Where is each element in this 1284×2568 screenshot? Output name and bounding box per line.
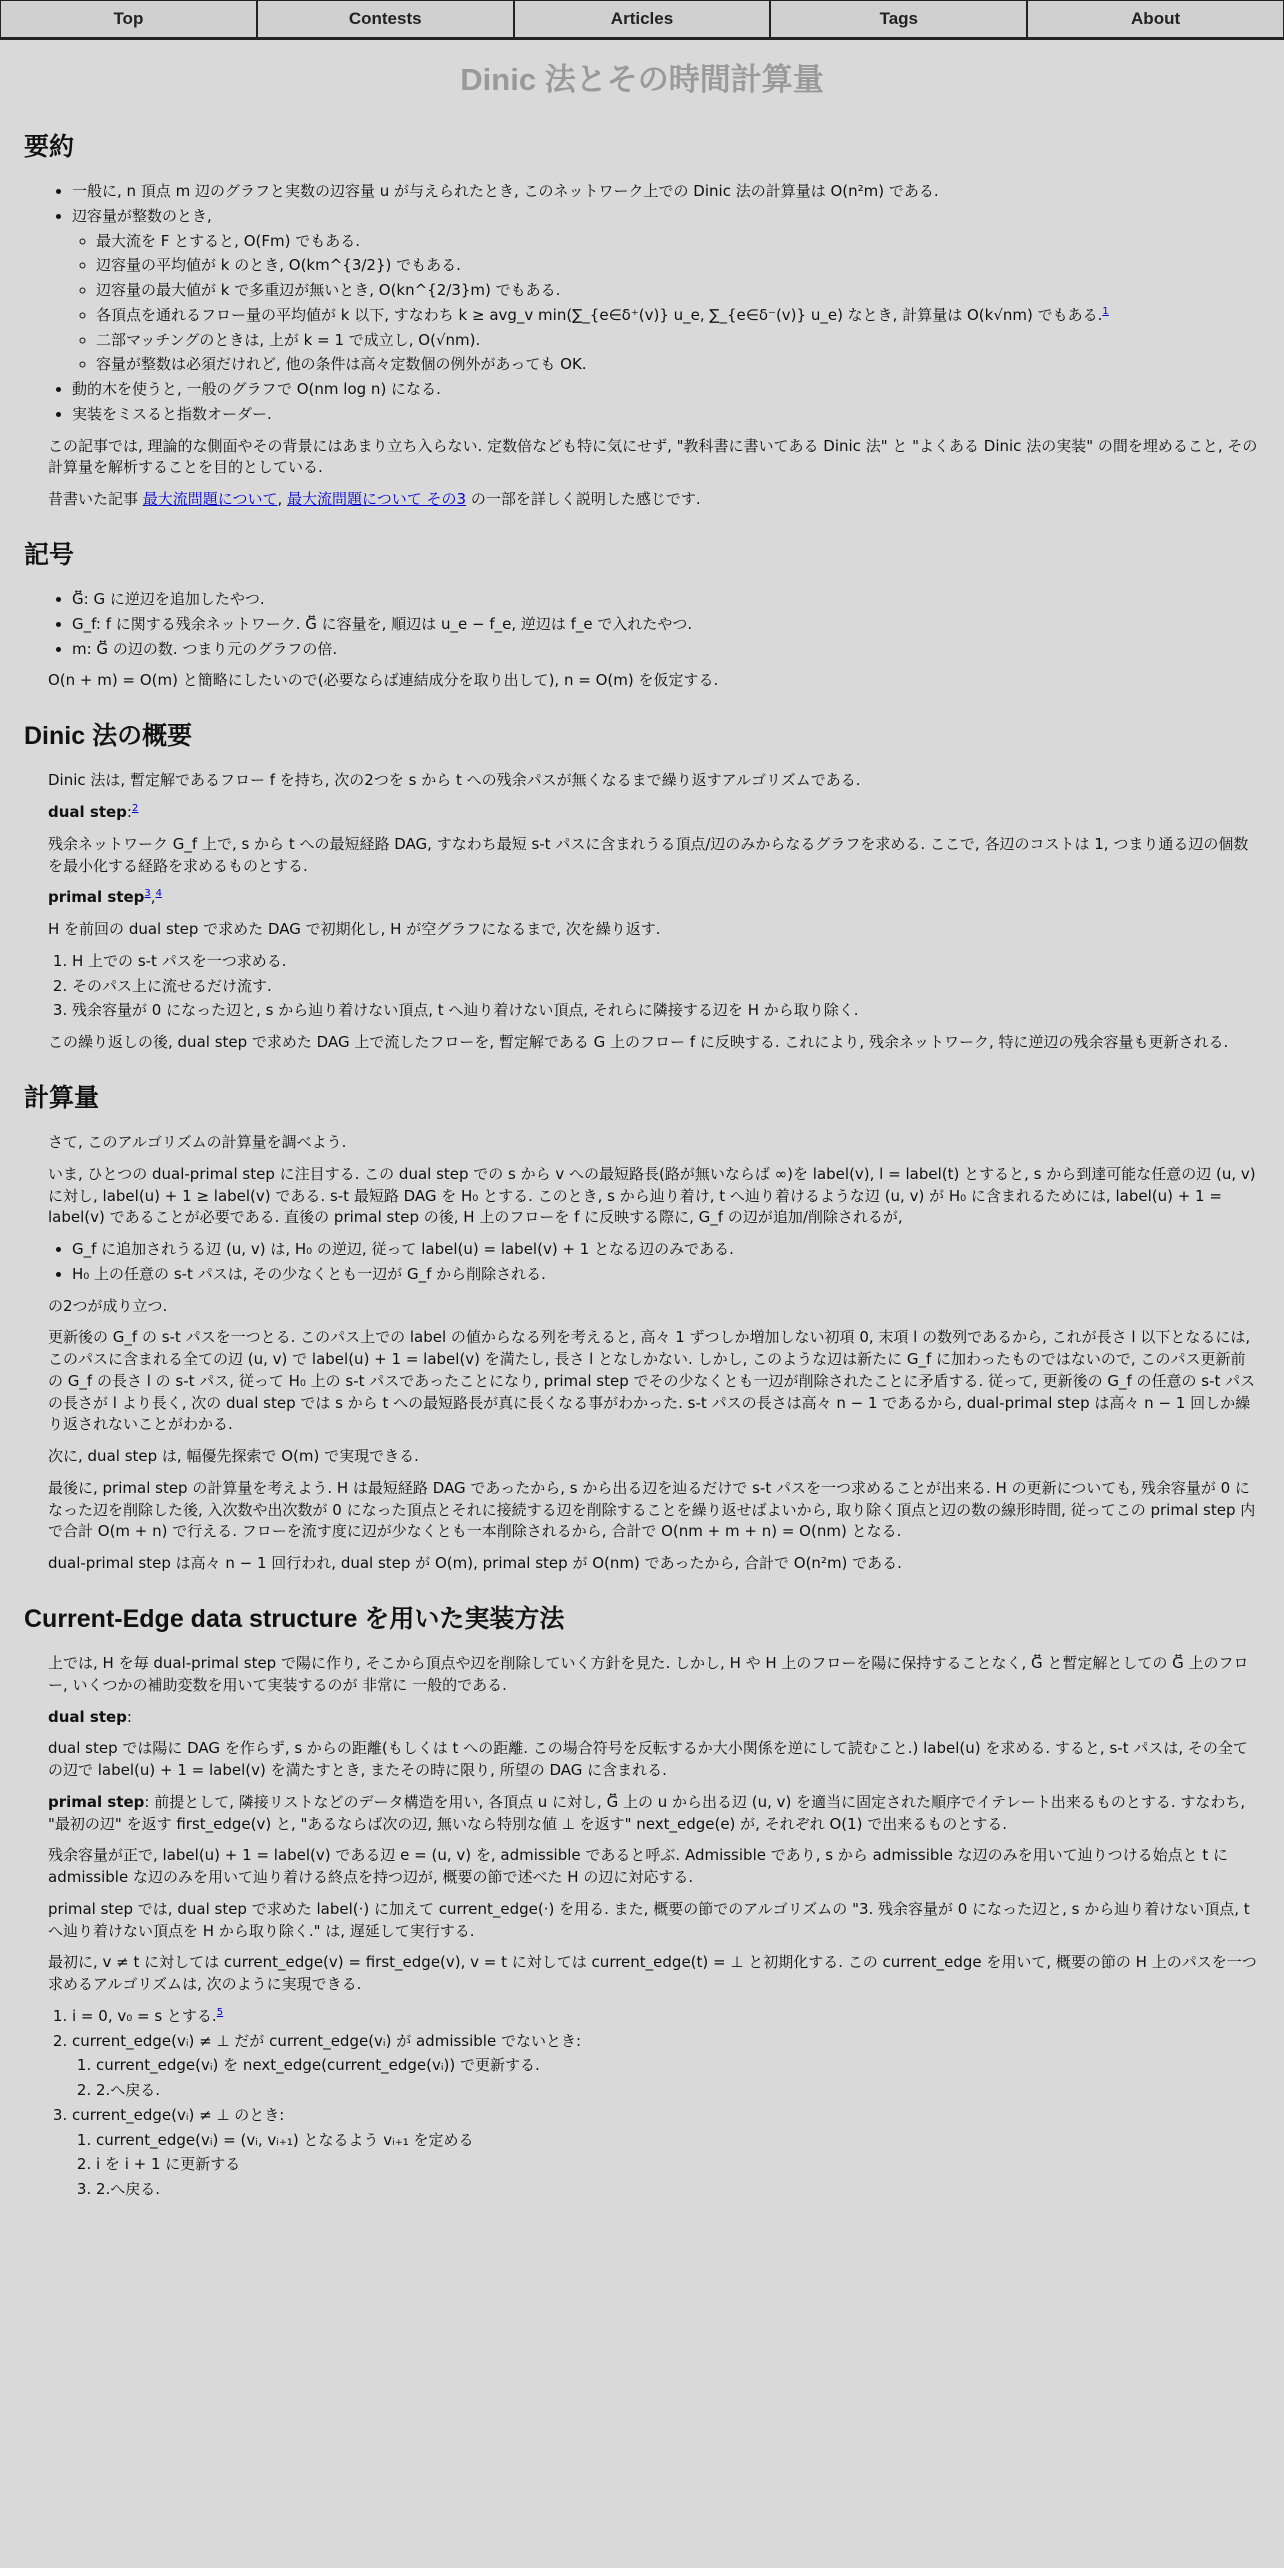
nav-tags[interactable]: Tags bbox=[770, 0, 1027, 38]
dual-step-label: dual step:$^2$ bbox=[48, 803, 139, 822]
complexity-heading: 計算量 bbox=[24, 1083, 100, 1112]
primal-steps-list bbox=[48, 951, 1260, 1022]
complexity-paragraph: いま, ひとつの dual-primal step に注目する. この dual step での s から v への最短路長(路が無いならば ∞)を label(v), l = label(t) とすると, s から到達可能な任意の辺 (u, v) に対し, label(u) + 1 ≥ label(v) である. s-t 最短路 DAG を H₀ とする. このとき, s から辿り着け, t へ辿り着けるような辺 (u, v) が H₀ に含まれるためには, label(u) + 1 = label(v) であることが必要である. 直後の primal step の後, H 上のフローを f に反映する際に, G_f の辺が追加/削除されるが, bbox=[48, 1164, 1256, 1227]
summary-subitem: ◦ 容量が整数は必須だけれど, 他の条件は高々定数個の例外があっても OK. bbox=[96, 354, 1260, 376]
summary-sublist bbox=[72, 231, 1260, 377]
algo-subitem: 2. 2.へ戻る. bbox=[96, 2080, 1260, 2102]
complexity-paragraph: の2つが成り立つ. bbox=[48, 1296, 168, 1315]
ce-primal-text: primal step: 前提として, 隣接リストなどのデータ構造を用い, 各頂点 u に対し, G⃡ 上の u から出る辺 (u, v) を適当に固定された順序でイテレート出来るものとする. すなわち, "最初の辺" を返す first_edge(v) と, "あるならば次の辺, 無いなら特別な値 ⊥ を返す" next_edge(e) が, それぞれ O(1) で出来るものとする. bbox=[48, 1792, 1246, 1833]
summary-subitem: ◦ 最大流を F とすると, O(Fm) でもある. bbox=[96, 231, 1260, 253]
overview-intro: Dinic 法は, 暫定解であるフロー f を持ち, 次の2つを s から t への残余パスが無くなるまで繰り返すアルゴリズムである. bbox=[48, 771, 861, 790]
algo-subitem: 3. 2.へ戻る. bbox=[96, 2179, 1260, 2201]
notation-item: • G_f: f に関する残余ネットワーク. G⃡ に容量を, 順辺は u_e − f_e, 逆辺は f_e で入れたやつ. bbox=[72, 614, 1260, 636]
algo-sublist bbox=[72, 2055, 1260, 2102]
current-edge-paragraph: 上では, H を毎 dual-primal step で陽に作り, そこから頂点や辺を削除していく方針を見た. しかし, H や H 上のフローを陽に保持することなく, G⃡ と暫定解としての G⃡ 上のフロー, いくつかの補助変数を用いて実装するのが 非常に 一般的である. bbox=[48, 1654, 1249, 1694]
primal-step-label: primal step$^3$,$^4$ bbox=[48, 888, 162, 907]
primal-step-item: 3. 残余容量が 0 になった辺と, s から辿り着けない頂点, t へ辿り着けない頂点, それらに隣接する辺を H から取り除く. bbox=[72, 1000, 1260, 1022]
complexity-paragraph: さて, このアルゴリズムの計算量を調べよう. bbox=[48, 1133, 347, 1152]
algo-item: 2. current_edge(vᵢ) ≠ ⊥ だが current_edge(vᵢ) が admissible でないとき: 1. current_edge(vᵢ) を next_edge(current_edge(vᵢ)) で更新する. 2. 2.へ戻る. bbox=[72, 2031, 1260, 2102]
algo-list bbox=[48, 2006, 1260, 2201]
summary-subitem: ◦ 二部マッチングのときは, 上が k = 1 で成立し, O(√nm). bbox=[96, 330, 1260, 352]
footnote-link[interactable]: 5 bbox=[216, 2006, 224, 2018]
dual-step-text: 残余ネットワーク G_f 上で, s から t への最短経路 DAG, すなわち最短 s-t パスに含まれうる頂点/辺のみからなるグラフを求める. ここで, 各辺のコストは 1, つまり通る辺の個数を最小化する経路を求めるものとする. bbox=[48, 834, 1249, 875]
footnote-link[interactable]: 3 bbox=[144, 888, 151, 900]
notation-item: • G⃡: G に逆辺を追加したやつ. bbox=[72, 589, 1260, 611]
ce-dual-label: dual step: bbox=[48, 1707, 132, 1726]
algo-item: 3. current_edge(vᵢ) ≠ ⊥ のとき: 1. current_edge(vᵢ) = (vᵢ, vᵢ₊₁) となるよう vᵢ₊₁ を定める 2. i を i + 1 に更新する 3. 2.へ戻る. bbox=[72, 2105, 1260, 2201]
summary-subitem: ◦ 各頂点を通れるフロー量の平均値が k 以下, すなわち k ≥ avg_v min(∑_{e∈δ⁺(v)} u_e, ∑_{e∈δ⁻(v)} u_e) なとき, 計算量は O(k√nm) でもある.$^1$ bbox=[96, 305, 1260, 327]
complexity-paragraph: 最後に, primal step の計算量を考えよう. H は最短経路 DAG であったから, s から出る辺を辿るだけで s-t パスを一つ求めることが出来る. H の更新についても, 残余容量が 0 になった辺を削除した後, 入次数や出次数が 0 になった頂点とそれに接続する辺を削除することを繰り返せばよいから, 取り除く頂点と辺の数の線形時間, 従ってこの primal step 内で合計 O(m + n) で行える. フローを流す度に辺が少なくとも一本削除されるから, 合計で O(nm + m + n) = O(nm) となる. bbox=[48, 1478, 1256, 1541]
ce-dual-text: dual step では陽に DAG を作らず, s からの距離(もしくは t への距離. この場合符号を反転するか大小関係を逆にして読むこと.) label(u) を求める. すると, s-t パスは, その全ての辺で label(u) + 1 = label(v) を満たすとき, またその時に限り, 所望の DAG に含まれる. bbox=[48, 1739, 1248, 1780]
summary-item: • 一般に, n 頂点 m 辺のグラフと実数の辺容量 u が与えられたとき, このネットワーク上での Dinic 法の計算量は O(n²m) である. bbox=[72, 181, 1260, 203]
complexity-item: • G_f に追加されうる辺 (u, v) は, H₀ の逆辺, 従って label(u) = label(v) + 1 となる辺のみである. bbox=[72, 1239, 1260, 1261]
primal-step-text: H を前回の dual step で求めた DAG で初期化し, H が空グラフになるまで, 次を繰り返す. bbox=[48, 920, 661, 939]
algo-sublist bbox=[72, 2130, 1260, 2201]
footnote-link[interactable]: 4 bbox=[155, 888, 162, 900]
top-nav bbox=[0, 0, 1284, 40]
summary-subitem: ◦ 辺容量の最大値が k で多重辺が無いとき, O(kn^{2/3}m) でもある. bbox=[96, 280, 1260, 302]
summary-subitem: ◦ 辺容量の平均値が k のとき, O(km^{3/2}) でもある. bbox=[96, 255, 1260, 277]
nav-articles[interactable]: Articles bbox=[514, 0, 771, 38]
article-link[interactable]: 最大流問題について bbox=[142, 490, 278, 509]
summary-heading: 要約 bbox=[24, 132, 75, 161]
nav-about[interactable]: About bbox=[1027, 0, 1284, 38]
complexity-paragraph: dual-primal step は高々 n − 1 回行われ, dual step が O(m), primal step が O(nm) であったから, 合計で O(n²m) である. bbox=[48, 1554, 902, 1573]
algo-subitem: 2. i を i + 1 に更新する bbox=[96, 2154, 1260, 2176]
current-edge-paragraph: primal step では, dual step で求めた label(·) に加えて current_edge(·) を用る. また, 概要の節でのアルゴリズムの "3. 残余容量が 0 になった辺と, s から辿り着けない頂点, t へ辿り着けない頂点を H から取り除く." は, 遅延して実行する. bbox=[48, 1899, 1250, 1940]
overview-outro: この繰り返しの後, dual step で求めた DAG 上で流したフローを, 暫定解である G 上のフロー f に反映する. これにより, 残余ネットワーク, 特に逆辺の残余容量も更新される. bbox=[48, 1033, 1229, 1052]
complexity-item: • H₀ 上の任意の s-t パスは, その少なくとも一辺が G_f から削除される. bbox=[72, 1264, 1260, 1286]
footnote-link[interactable]: 1 bbox=[1102, 305, 1109, 317]
article-body bbox=[0, 129, 1284, 2201]
notation-list bbox=[48, 589, 1260, 660]
current-edge-heading: Current-Edge data structure を用いた実装方法 bbox=[24, 1604, 565, 1633]
nav-contests[interactable]: Contests bbox=[257, 0, 514, 38]
primal-step-item: 2. そのパス上に流せるだけ流す. bbox=[72, 976, 1260, 998]
article-link[interactable]: 最大流問題について その3 bbox=[287, 490, 467, 509]
summary-list bbox=[48, 181, 1260, 426]
summary-item: • 辺容量が整数のとき, ◦ 最大流を F とすると, O(Fm) でもある. ◦ 辺容量の平均値が k のとき, O(km^{3/2}) でもある. ◦ 辺容量の最大値が k で多重辺が無いとき, O(kn^{2/3}m) でもある. ◦ 各頂点を通れるフロー量の平均値が k 以下, すなわち k ≥ avg_v min(∑_{e∈δ⁺(v)} u_e, ∑_{e∈δ⁻(v)} u_e) なとき, 計算量は O(k√nm) でもある.$^1$ ◦ 二部マッチングのときは, 上が k = 1 で成立し, O(√nm). ◦ 容量が整数は必須だけれど, 他の条件は高々定数個の例外があっても OK. bbox=[72, 206, 1260, 376]
algo-item: 1. i = 0, v₀ = s とする.$^5$ bbox=[72, 2006, 1260, 2028]
summary-item: • 動的木を使うと, 一般のグラフで O(nm log n) になる. bbox=[72, 379, 1260, 401]
page-title: Dinic 法とその時間計算量 bbox=[460, 62, 824, 97]
notation-paragraph: O(n + m) = O(m) と簡略にしたいので(必要ならば連結成分を取り出して), n = O(m) を仮定する. bbox=[48, 671, 719, 690]
summary-paragraph: 昔書いた記事 最大流問題について, 最大流問題について その3 の一部を詳しく説明した感じです. bbox=[48, 490, 701, 509]
primal-step-item: 1. H 上での s-t パスを一つ求める. bbox=[72, 951, 1260, 973]
overview-heading: Dinic 法の概要 bbox=[24, 722, 193, 751]
complexity-list bbox=[48, 1239, 1260, 1286]
complexity-paragraph: 次に, dual step は, 幅優先探索で O(m) で実現できる. bbox=[48, 1447, 419, 1466]
algo-subitem: 1. current_edge(vᵢ) を next_edge(current_edge(vᵢ)) で更新する. bbox=[96, 2055, 1260, 2077]
notation-item: • m: G⃡ の辺の数. つまり元のグラフの倍. bbox=[72, 639, 1260, 661]
footnote-link[interactable]: 2 bbox=[131, 803, 139, 815]
complexity-paragraph: 更新後の G_f の s-t パスを一つとる. このパス上での label の値からなる列を考えると, 高々 1 ずつしか増加しない初項 0, 末項 l の数列であるから, これが長さ l 以下となるには, このパスに含まれる全ての辺 (u, v) で label(u) + 1 = label(v) を満たし, 長さ l となしかない. しかし, このような辺は新たに G_f に加わったものではないので, このパス更新前の G_f の長さ l の s-t パス, 従って H₀ 上の s-t パスであったことになり, primal step でその少なくとも一辺が削除されたことに矛盾する. 従って, 更新後の G_f の任意の s-t パスの長さが l より長く, 次の dual step では s から t への最短路長が真に長くなる事がわかった. s-t パスの長さは高々 n − 1 であるから, dual-primal step は高々 n − 1 回しか繰り返されないことがわかる. bbox=[48, 1328, 1256, 1434]
summary-item: • 実装をミスると指数オーダー. bbox=[72, 404, 1260, 426]
current-edge-paragraph: 最初に, v ≠ t に対しては current_edge(v) = first_edge(v), v = t に対しては current_edge(t) = ⊥ と初期化する. この current_edge を用いて, 概要の節の H 上のパスを一つ求めるアルゴリズムは, 次のように実現できる. bbox=[48, 1953, 1257, 1994]
summary-paragraph: この記事では, 理論的な側面やその背景にはあまり立ち入らない. 定数倍なども特に気にせず, "教科書に書いてある Dinic 法" と "よくある Dinic 法の実装" の間を埋めること, その計算量を解析することを目的としている. bbox=[48, 436, 1258, 477]
algo-subitem: 1. current_edge(vᵢ) = (vᵢ, vᵢ₊₁) となるよう vᵢ₊₁ を定める bbox=[96, 2130, 1260, 2152]
current-edge-paragraph: 残余容量が正で, label(u) + 1 = label(v) である辺 e = (u, v) を, admissible であると呼ぶ. Admissible であり, s から admissible な辺のみを用いて辿りつける始点と t に admissible な辺のみを用いて辿り着ける終点を持つ辺が, 概要の節で述べた H の辺に対応する. bbox=[48, 1846, 1229, 1887]
nav-top[interactable]: Top bbox=[0, 0, 257, 38]
notation-heading: 記号 bbox=[24, 540, 75, 569]
